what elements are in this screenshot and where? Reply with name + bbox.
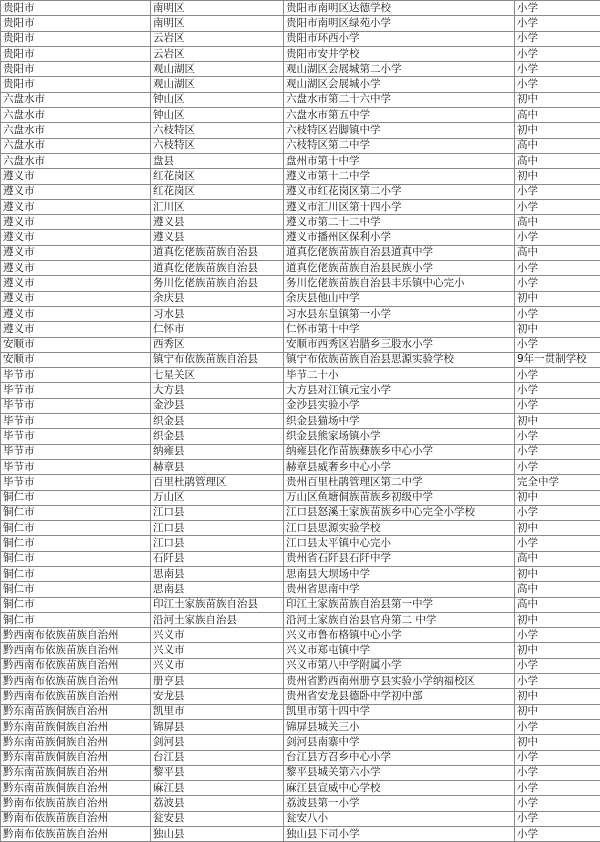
district-cell[interactable]: 瓮安县 <box>151 811 284 826</box>
district-cell[interactable]: 江口县 <box>151 536 284 551</box>
school-cell[interactable]: 毕节二十小 <box>284 368 515 383</box>
city-cell[interactable]: 贵阳市 <box>1 1 151 16</box>
school-cell[interactable]: 遵义市红花岗区第二小学 <box>284 184 515 199</box>
district-cell[interactable]: 云岩区 <box>151 31 284 46</box>
level-cell[interactable]: 小学 <box>515 46 600 61</box>
table-row[interactable] <box>1 184 600 199</box>
level-cell[interactable]: 小学 <box>515 429 600 444</box>
school-cell[interactable]: 务川仡佬族苗族自治县丰乐镇中心完小 <box>284 276 515 291</box>
level-cell[interactable]: 小学 <box>515 750 600 765</box>
table-row[interactable] <box>1 765 600 780</box>
school-cell[interactable]: 道真仡佬族苗族自治县民族小学 <box>284 261 515 276</box>
table-row[interactable] <box>1 475 600 490</box>
table-row[interactable] <box>1 429 600 444</box>
district-cell[interactable]: 镇宁布依族苗族自治县 <box>151 352 284 367</box>
school-cell[interactable]: 万山区鱼塘侗族苗族乡初级中学 <box>284 490 515 505</box>
district-cell[interactable]: 剑河县 <box>151 735 284 750</box>
school-cell[interactable]: 瓮安八小 <box>284 811 515 826</box>
school-cell[interactable]: 织金县熊家场镇小学 <box>284 429 515 444</box>
district-cell[interactable]: 仁怀市 <box>151 322 284 337</box>
level-cell[interactable]: 小学 <box>515 337 600 352</box>
city-cell[interactable]: 铜仁市 <box>1 536 151 551</box>
city-cell[interactable]: 遵义市 <box>1 169 151 184</box>
school-cell[interactable]: 习水县东皇镇第一小学 <box>284 306 515 321</box>
table-row[interactable] <box>1 62 600 77</box>
level-cell[interactable]: 小学 <box>515 16 600 31</box>
table-row[interactable] <box>1 398 600 413</box>
district-cell[interactable]: 六枝特区 <box>151 123 284 138</box>
city-cell[interactable]: 六盘水市 <box>1 108 151 123</box>
level-cell[interactable]: 小学 <box>515 261 600 276</box>
city-cell[interactable]: 毕节市 <box>1 475 151 490</box>
table-row[interactable] <box>1 1 600 16</box>
level-cell[interactable]: 小学 <box>515 383 600 398</box>
school-cell[interactable]: 兴义市郑屯镇中学 <box>284 643 515 658</box>
level-cell[interactable]: 初中 <box>515 92 600 107</box>
city-cell[interactable]: 六盘水市 <box>1 138 151 153</box>
table-row[interactable] <box>1 704 600 719</box>
level-cell[interactable]: 小学 <box>515 811 600 826</box>
level-cell[interactable]: 高中 <box>515 138 600 153</box>
table-row[interactable] <box>1 582 600 597</box>
district-cell[interactable]: 六枝特区 <box>151 138 284 153</box>
level-cell[interactable]: 高中 <box>515 215 600 230</box>
school-cell[interactable]: 麻江县宣威中心学校 <box>284 781 515 796</box>
level-cell[interactable]: 完全中学 <box>515 475 600 490</box>
table-row[interactable] <box>1 77 600 92</box>
table-row[interactable] <box>1 750 600 765</box>
district-cell[interactable]: 盘县 <box>151 153 284 168</box>
table-row[interactable] <box>1 551 600 566</box>
city-cell[interactable]: 贵阳市 <box>1 77 151 92</box>
city-cell[interactable]: 六盘水市 <box>1 153 151 168</box>
district-cell[interactable]: 赫章县 <box>151 459 284 474</box>
city-cell[interactable]: 毕节市 <box>1 414 151 429</box>
level-cell[interactable]: 小学 <box>515 658 600 673</box>
district-cell[interactable]: 钟山区 <box>151 108 284 123</box>
city-cell[interactable]: 安顺市 <box>1 337 151 352</box>
district-cell[interactable]: 万山区 <box>151 490 284 505</box>
school-table-body <box>1 1 600 842</box>
city-cell[interactable]: 铜仁市 <box>1 612 151 627</box>
table-row[interactable] <box>1 643 600 658</box>
level-cell[interactable]: 初中 <box>515 704 600 719</box>
city-cell[interactable]: 黔东南苗族侗族自治州 <box>1 781 151 796</box>
level-cell[interactable]: 初中 <box>515 322 600 337</box>
city-cell[interactable]: 遵义市 <box>1 322 151 337</box>
level-cell[interactable]: 小学 <box>515 796 600 811</box>
district-cell[interactable]: 江口县 <box>151 505 284 520</box>
school-cell[interactable]: 贵阳市安井学校 <box>284 46 515 61</box>
table-row[interactable] <box>1 597 600 612</box>
table-row[interactable] <box>1 827 600 842</box>
level-cell[interactable]: 小学 <box>515 827 600 842</box>
district-cell[interactable]: 七星关区 <box>151 368 284 383</box>
district-cell[interactable]: 道真仡佬族苗族自治县 <box>151 261 284 276</box>
district-cell[interactable]: 南明区 <box>151 16 284 31</box>
table-row[interactable] <box>1 16 600 31</box>
school-cell[interactable]: 独山县下司小学 <box>284 827 515 842</box>
table-row[interactable] <box>1 796 600 811</box>
district-cell[interactable]: 兴义市 <box>151 658 284 673</box>
level-cell[interactable]: 小学 <box>515 77 600 92</box>
table-row[interactable] <box>1 138 600 153</box>
school-cell[interactable]: 江口县太平镇中心完小 <box>284 536 515 551</box>
level-cell[interactable]: 小学 <box>515 230 600 245</box>
city-cell[interactable]: 黔西南布依族苗族自治州 <box>1 643 151 658</box>
school-cell[interactable]: 道真仡佬族苗族自治县道真中学 <box>284 245 515 260</box>
level-cell[interactable]: 小学 <box>515 368 600 383</box>
city-cell[interactable]: 六盘水市 <box>1 123 151 138</box>
table-row[interactable] <box>1 383 600 398</box>
level-cell[interactable]: 初中 <box>515 566 600 581</box>
table-row[interactable] <box>1 628 600 643</box>
district-cell[interactable]: 纳雍县 <box>151 444 284 459</box>
school-cell[interactable]: 观山湖区会展城第二小学 <box>284 62 515 77</box>
school-cell[interactable]: 遵义市汇川区第十四小学 <box>284 199 515 214</box>
school-cell[interactable]: 江口县思源实验学校 <box>284 521 515 536</box>
school-cell[interactable]: 印江土家族苗族自治县第一中学 <box>284 597 515 612</box>
district-cell[interactable]: 独山县 <box>151 827 284 842</box>
district-cell[interactable]: 钟山区 <box>151 92 284 107</box>
level-cell[interactable]: 高中 <box>515 551 600 566</box>
city-cell[interactable]: 黔东南苗族侗族自治州 <box>1 765 151 780</box>
district-cell[interactable]: 台江县 <box>151 750 284 765</box>
district-cell[interactable]: 西秀区 <box>151 337 284 352</box>
table-row[interactable] <box>1 92 600 107</box>
table-row[interactable] <box>1 566 600 581</box>
level-cell[interactable]: 小学 <box>515 444 600 459</box>
level-cell[interactable]: 初中 <box>515 291 600 306</box>
table-row[interactable] <box>1 689 600 704</box>
school-cell[interactable]: 赫章县威奢乡中心小学 <box>284 459 515 474</box>
city-cell[interactable]: 铜仁市 <box>1 597 151 612</box>
city-cell[interactable]: 毕节市 <box>1 368 151 383</box>
school-cell[interactable]: 余庆县他山中学 <box>284 291 515 306</box>
district-cell[interactable]: 思南县 <box>151 582 284 597</box>
school-cell[interactable]: 凯里市第十四中学 <box>284 704 515 719</box>
city-cell[interactable]: 黔东南苗族侗族自治州 <box>1 704 151 719</box>
school-cell[interactable]: 锦屏县城关三小 <box>284 719 515 734</box>
city-cell[interactable]: 铜仁市 <box>1 551 151 566</box>
district-cell[interactable]: 思南县 <box>151 566 284 581</box>
table-row[interactable] <box>1 230 600 245</box>
school-cell[interactable]: 六盘水市第二十六中学 <box>284 92 515 107</box>
city-cell[interactable]: 遵义市 <box>1 276 151 291</box>
district-cell[interactable]: 锦屏县 <box>151 719 284 734</box>
district-cell[interactable]: 沿河土家族自治县 <box>151 612 284 627</box>
city-cell[interactable]: 六盘水市 <box>1 92 151 107</box>
city-cell[interactable]: 铜仁市 <box>1 490 151 505</box>
school-cell[interactable]: 思南县大坝场中学 <box>284 566 515 581</box>
city-cell[interactable]: 遵义市 <box>1 215 151 230</box>
school-cell[interactable]: 六枝特区岩脚镇中学 <box>284 123 515 138</box>
school-cell[interactable]: 纳雍县化作苗族彝族乡中心小学 <box>284 444 515 459</box>
level-cell[interactable]: 初中 <box>515 414 600 429</box>
table-row[interactable] <box>1 459 600 474</box>
district-cell[interactable]: 安龙县 <box>151 689 284 704</box>
level-cell[interactable]: 小学 <box>515 674 600 689</box>
school-cell[interactable]: 沿河土家族自治县官舟第二 中学 <box>284 612 515 627</box>
city-cell[interactable]: 贵阳市 <box>1 46 151 61</box>
city-cell[interactable]: 铜仁市 <box>1 566 151 581</box>
district-cell[interactable]: 百里杜鹃管理区 <box>151 475 284 490</box>
school-cell[interactable]: 黎平县城关第六小学 <box>284 765 515 780</box>
level-cell[interactable]: 初中 <box>515 643 600 658</box>
table-row[interactable] <box>1 276 600 291</box>
school-cell[interactable]: 贵州省石阡县石阡中学 <box>284 551 515 566</box>
district-cell[interactable]: 南明区 <box>151 1 284 16</box>
school-cell[interactable]: 遵义市第二十二中学 <box>284 215 515 230</box>
city-cell[interactable]: 黔西南布依族苗族自治州 <box>1 689 151 704</box>
table-row[interactable] <box>1 261 600 276</box>
district-cell[interactable]: 织金县 <box>151 414 284 429</box>
table-row[interactable] <box>1 781 600 796</box>
city-cell[interactable]: 铜仁市 <box>1 505 151 520</box>
city-cell[interactable]: 黔东南苗族侗族自治州 <box>1 735 151 750</box>
level-cell[interactable]: 初中 <box>515 735 600 750</box>
district-cell[interactable]: 汇川区 <box>151 199 284 214</box>
table-row[interactable] <box>1 719 600 734</box>
level-cell[interactable]: 小学 <box>515 536 600 551</box>
level-cell[interactable]: 小学 <box>515 459 600 474</box>
school-cell[interactable]: 仁怀市第十中学 <box>284 322 515 337</box>
city-cell[interactable]: 遵义市 <box>1 306 151 321</box>
city-cell[interactable]: 黔西南布依族苗族自治州 <box>1 674 151 689</box>
level-cell[interactable]: 9年一贯制学校 <box>515 352 600 367</box>
table-row[interactable] <box>1 674 600 689</box>
level-cell[interactable]: 小学 <box>515 199 600 214</box>
district-cell[interactable]: 兴义市 <box>151 643 284 658</box>
district-cell[interactable]: 大方县 <box>151 383 284 398</box>
table-row[interactable] <box>1 306 600 321</box>
school-cell[interactable]: 大方县对江镇元宝小学 <box>284 383 515 398</box>
city-cell[interactable]: 遵义市 <box>1 230 151 245</box>
level-cell[interactable]: 小学 <box>515 1 600 16</box>
level-cell[interactable]: 初中 <box>515 490 600 505</box>
school-cell[interactable]: 盘州市第十中学 <box>284 153 515 168</box>
district-cell[interactable]: 荔波县 <box>151 796 284 811</box>
district-cell[interactable]: 道真仡佬族苗族自治县 <box>151 245 284 260</box>
city-cell[interactable]: 遵义市 <box>1 184 151 199</box>
table-row[interactable] <box>1 108 600 123</box>
table-row[interactable] <box>1 245 600 260</box>
city-cell[interactable]: 黔西南布依族苗族自治州 <box>1 628 151 643</box>
table-row[interactable] <box>1 46 600 61</box>
district-cell[interactable]: 金沙县 <box>151 398 284 413</box>
city-cell[interactable]: 毕节市 <box>1 398 151 413</box>
table-row[interactable] <box>1 322 600 337</box>
school-cell[interactable]: 荔波县第一小学 <box>284 796 515 811</box>
city-cell[interactable]: 毕节市 <box>1 429 151 444</box>
city-cell[interactable]: 毕节市 <box>1 459 151 474</box>
city-cell[interactable]: 毕节市 <box>1 444 151 459</box>
table-row[interactable] <box>1 505 600 520</box>
school-cell[interactable]: 兴义市第八中学附属小学 <box>284 658 515 673</box>
table-row[interactable] <box>1 414 600 429</box>
table-row[interactable] <box>1 521 600 536</box>
city-cell[interactable]: 黔南布依族苗族自治州 <box>1 796 151 811</box>
district-cell[interactable]: 凯里市 <box>151 704 284 719</box>
table-row[interactable] <box>1 215 600 230</box>
school-cell[interactable]: 贵阳市南明区达德学校 <box>284 1 515 16</box>
district-cell[interactable]: 观山湖区 <box>151 77 284 92</box>
school-cell[interactable]: 贵阳市环西小学 <box>284 31 515 46</box>
city-cell[interactable]: 贵阳市 <box>1 16 151 31</box>
city-cell[interactable]: 遵义市 <box>1 291 151 306</box>
table-row[interactable] <box>1 337 600 352</box>
level-cell[interactable]: 小学 <box>515 765 600 780</box>
table-row[interactable] <box>1 811 600 826</box>
district-cell[interactable]: 织金县 <box>151 429 284 444</box>
city-cell[interactable]: 黔南布依族苗族自治州 <box>1 811 151 826</box>
school-cell[interactable]: 兴义市鲁布格镇中心小学 <box>284 628 515 643</box>
district-cell[interactable]: 麻江县 <box>151 781 284 796</box>
district-cell[interactable]: 册亨县 <box>151 674 284 689</box>
city-cell[interactable]: 毕节市 <box>1 383 151 398</box>
district-cell[interactable]: 红花岗区 <box>151 184 284 199</box>
school-cell[interactable]: 剑河县南寨中学 <box>284 735 515 750</box>
city-cell[interactable]: 黔南布依族苗族自治州 <box>1 827 151 842</box>
level-cell[interactable]: 初中 <box>515 123 600 138</box>
level-cell[interactable]: 小学 <box>515 398 600 413</box>
city-cell[interactable]: 黔东南苗族侗族自治州 <box>1 719 151 734</box>
school-cell[interactable]: 镇宁布依族苗族自治县思源实验学校 <box>284 352 515 367</box>
level-cell[interactable]: 高中 <box>515 597 600 612</box>
city-cell[interactable]: 贵阳市 <box>1 31 151 46</box>
table-row[interactable] <box>1 658 600 673</box>
district-cell[interactable]: 印江土家族苗族自治县 <box>151 597 284 612</box>
table-row[interactable] <box>1 123 600 138</box>
school-cell[interactable]: 安顺市西秀区岩腊乡三股水小学 <box>284 337 515 352</box>
district-cell[interactable]: 黎平县 <box>151 765 284 780</box>
district-cell[interactable]: 习水县 <box>151 306 284 321</box>
city-cell[interactable]: 遵义市 <box>1 245 151 260</box>
city-cell[interactable]: 黔西南布依族苗族自治州 <box>1 658 151 673</box>
school-cell[interactable]: 贵州省思南中学 <box>284 582 515 597</box>
school-cell[interactable]: 遵义市播州区保利小学 <box>284 230 515 245</box>
district-cell[interactable]: 石阡县 <box>151 551 284 566</box>
table-row[interactable] <box>1 291 600 306</box>
district-cell[interactable]: 观山湖区 <box>151 62 284 77</box>
district-cell[interactable]: 务川仡佬族苗族自治县 <box>151 276 284 291</box>
city-cell[interactable]: 铜仁市 <box>1 521 151 536</box>
city-cell[interactable]: 黔东南苗族侗族自治州 <box>1 750 151 765</box>
district-cell[interactable]: 红花岗区 <box>151 169 284 184</box>
level-cell[interactable]: 小学 <box>515 184 600 199</box>
level-cell[interactable]: 小学 <box>515 62 600 77</box>
school-cell[interactable]: 遵义市第十二中学 <box>284 169 515 184</box>
school-cell[interactable]: 贵州省安龙县德卧中学初中部 <box>284 689 515 704</box>
level-cell[interactable]: 小学 <box>515 31 600 46</box>
school-cell[interactable]: 观山湖区会展城小学 <box>284 77 515 92</box>
school-cell[interactable]: 江口县怒溪土家族苗族乡中心完全小学校 <box>284 505 515 520</box>
level-cell[interactable]: 小学 <box>515 505 600 520</box>
level-cell[interactable]: 初中 <box>515 612 600 627</box>
level-cell[interactable]: 高中 <box>515 108 600 123</box>
school-cell[interactable]: 贵州省黔西南州册亨县实验小学纳福校区 <box>284 674 515 689</box>
city-cell[interactable]: 安顺市 <box>1 352 151 367</box>
school-cell[interactable]: 织金县猫场中学 <box>284 414 515 429</box>
school-cell[interactable]: 贵州百里杜鹃管理区第二中学 <box>284 475 515 490</box>
level-cell[interactable]: 高中 <box>515 153 600 168</box>
level-cell[interactable]: 小学 <box>515 306 600 321</box>
school-cell[interactable]: 贵阳市南明区绿苑小学 <box>284 16 515 31</box>
table-row[interactable] <box>1 536 600 551</box>
level-cell[interactable]: 初中 <box>515 689 600 704</box>
district-cell[interactable]: 遵义县 <box>151 230 284 245</box>
city-cell[interactable]: 贵阳市 <box>1 62 151 77</box>
district-cell[interactable]: 遵义县 <box>151 215 284 230</box>
district-cell[interactable]: 余庆县 <box>151 291 284 306</box>
city-cell[interactable]: 遵义市 <box>1 261 151 276</box>
school-cell[interactable]: 台江县方召乡中心小学 <box>284 750 515 765</box>
city-cell[interactable]: 遵义市 <box>1 199 151 214</box>
school-cell[interactable]: 六盘水市第五中学 <box>284 108 515 123</box>
district-cell[interactable]: 江口县 <box>151 521 284 536</box>
table-row[interactable] <box>1 352 600 367</box>
table-row[interactable] <box>1 444 600 459</box>
school-cell[interactable]: 六枝特区第二中学 <box>284 138 515 153</box>
table-row[interactable] <box>1 199 600 214</box>
level-cell[interactable]: 小学 <box>515 781 600 796</box>
level-cell[interactable]: 小学 <box>515 719 600 734</box>
level-cell[interactable]: 小学 <box>515 276 600 291</box>
district-cell[interactable]: 云岩区 <box>151 46 284 61</box>
table-row[interactable] <box>1 153 600 168</box>
table-row[interactable] <box>1 490 600 505</box>
table-row[interactable] <box>1 612 600 627</box>
school-cell[interactable]: 金沙县实验小学 <box>284 398 515 413</box>
table-row[interactable] <box>1 735 600 750</box>
level-cell[interactable]: 初中 <box>515 521 600 536</box>
level-cell[interactable]: 高中 <box>515 582 600 597</box>
table-row[interactable] <box>1 31 600 46</box>
table-row[interactable] <box>1 368 600 383</box>
level-cell[interactable]: 小学 <box>515 628 600 643</box>
city-cell[interactable]: 铜仁市 <box>1 582 151 597</box>
table-row[interactable] <box>1 169 600 184</box>
level-cell[interactable]: 初中 <box>515 169 600 184</box>
district-cell[interactable]: 兴义市 <box>151 628 284 643</box>
level-cell[interactable]: 高中 <box>515 245 600 260</box>
